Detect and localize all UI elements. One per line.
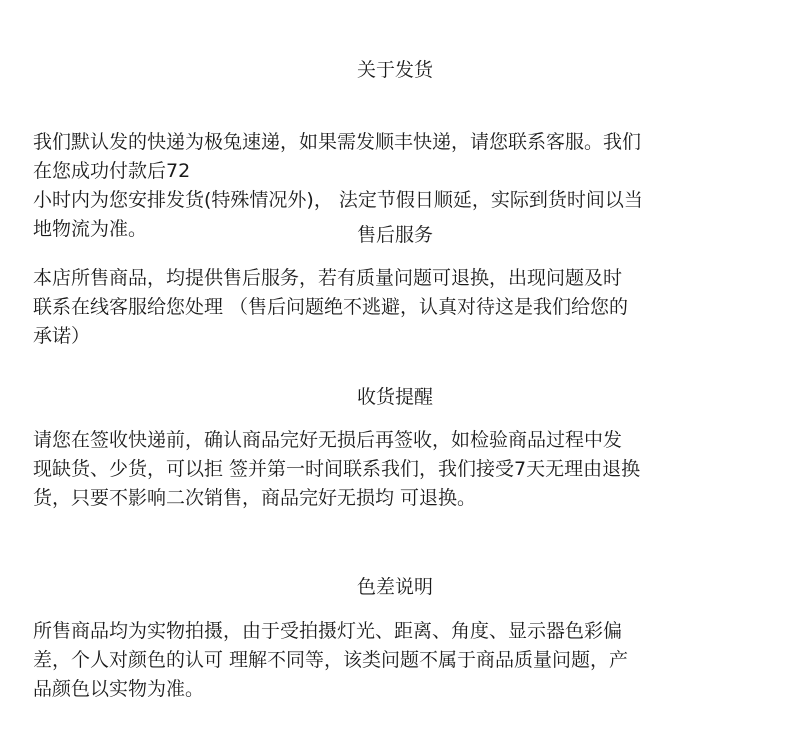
after-sales-heading: 售后服务 bbox=[356, 224, 433, 246]
after-sales-paragraph bbox=[33, 264, 773, 351]
color-difference-line: 所售商品均为实物拍摄，由于受拍摄灯光、距离、角度、显示器色彩偏 bbox=[33, 620, 623, 642]
color-difference-line: 差，个人对颜色的认可 理解不同等，该类问题不属于商品质量问题，产 bbox=[33, 649, 629, 671]
shipping-line: 小时内为您安排发货(特殊情况外)， 法定节假日顺延，实际到货时间以当 bbox=[33, 189, 643, 211]
shipping-heading: 关于发货 bbox=[356, 59, 433, 81]
color-difference-heading: 色差说明 bbox=[356, 576, 433, 598]
receipt-reminder-line: 现缺货、少货，可以拒 签并第一时间联系我们，我们接受7天无理由退换 bbox=[33, 458, 641, 480]
receipt-reminder-line: 请您在签收快递前，确认商品完好无损后再签收，如检验商品过程中发 bbox=[33, 429, 623, 451]
receipt-reminder-line: 货，只要不影响二次销售，商品完好无损均 可退换。 bbox=[33, 487, 477, 509]
after-sales-line: 本店所售商品，均提供售后服务，若有质量问题可退换，出现问题及时 bbox=[33, 267, 623, 289]
shipping-line: 地物流为准。 bbox=[33, 218, 148, 240]
receipt-reminder-paragraph bbox=[33, 426, 773, 513]
color-difference-line: 品颜色以实物为准。 bbox=[33, 678, 205, 700]
color-difference-paragraph bbox=[33, 617, 773, 704]
after-sales-line: 联系在线客服给您处理 （售后问题绝不逃避，认真对待这是我们给您的 bbox=[33, 296, 629, 318]
after-sales-line: 承诺） bbox=[33, 325, 91, 347]
receipt-reminder-heading: 收货提醒 bbox=[356, 386, 433, 408]
shipping-line: 在您成功付款后72 bbox=[33, 160, 191, 182]
shipping-line: 我们默认发的快递为极兔速递，如果需发顺丰快递，请您联系客服。我们 bbox=[33, 131, 642, 153]
